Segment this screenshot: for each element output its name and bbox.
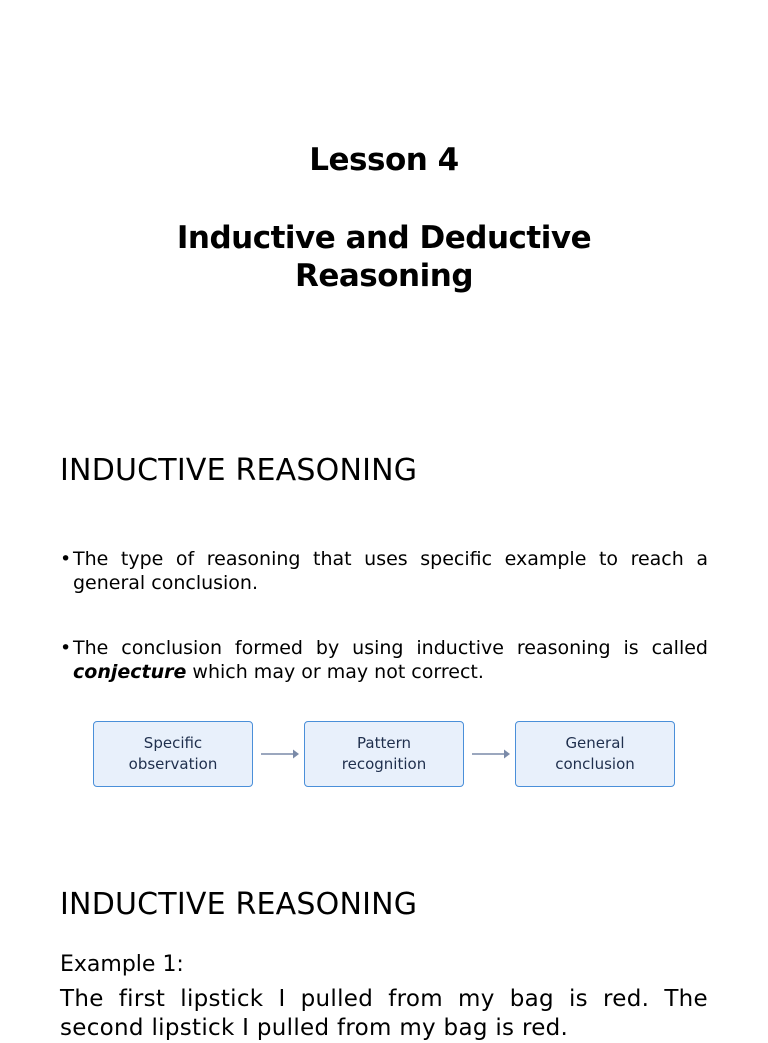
example-label: Example 1: <box>60 952 184 977</box>
conjecture-term: conjecture <box>73 661 187 683</box>
bullet-marker: • <box>60 548 72 570</box>
arrow-right-icon <box>259 746 299 762</box>
flow-step-general-conclusion <box>515 721 675 787</box>
arrow-right-icon <box>470 746 510 762</box>
section-heading: INDUCTIVE REASONING <box>60 887 418 922</box>
reasoning-flow-diagram <box>93 721 677 789</box>
bullet-text-after: which may or may not correct. <box>192 661 484 683</box>
bullet-text-before: The conclusion formed by using inductive reasoning is called <box>73 637 708 659</box>
lesson-subtitle: Inductive and Deductive Reasoning <box>176 220 592 294</box>
title-slide <box>0 0 768 400</box>
inductive-reasoning-slide <box>0 400 768 840</box>
bullet-marker: • <box>60 637 72 659</box>
flow-step-pattern-recognition <box>304 721 464 787</box>
inductive-example-slide <box>0 840 768 1041</box>
example-text: The first lipstick I pulled from my bag is red. The second lipstick I pulled from my bag is red. <box>60 986 708 1041</box>
lesson-title: Lesson 4 <box>309 142 459 178</box>
flow-step-specific-observation <box>93 721 253 787</box>
flow-step-label: Pattern recognition <box>341 734 427 773</box>
bullet-item-definition <box>60 547 708 595</box>
section-heading: INDUCTIVE REASONING <box>60 453 418 488</box>
bullet-text: The type of reasoning that uses specific example to reach a general conclusion. <box>73 548 708 594</box>
flow-step-label: General conclusion <box>555 734 635 773</box>
bullet-item-conjecture <box>60 636 708 684</box>
bullet-list <box>60 547 708 725</box>
flow-step-label: Specific observation <box>128 734 218 773</box>
